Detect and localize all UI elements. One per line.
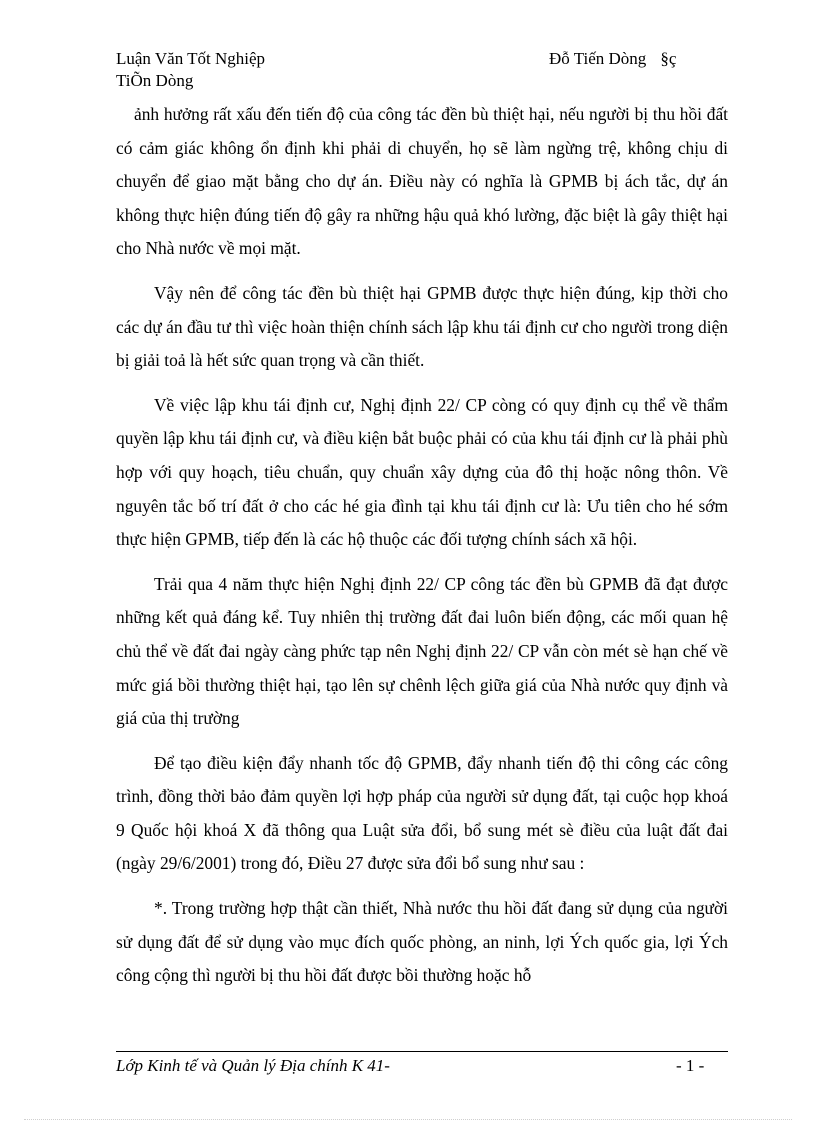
- body-paragraph: Về việc lập khu tái định cư, Nghị định 22/ CP còng có quy định cụ thể về thẩm quyền lập khu tái định cư, và điều kiện bắt buộc phải có của khu tái định cư là phải phù hợp với quy hoạch, tiêu chuẩn, quy chuẩn xây dựng của đô thị hoặc nông thôn. Về nguyên tắc bố trí đất ở cho các hé gia đình tại khu tái định cư là: Ưu tiên cho hé sớm thực hiện GPMB, tiếp đến là các hộ thuộc các đối tượng chính sách xã hội.: [116, 394, 728, 550]
- page-bottom-border: [24, 1119, 792, 1120]
- page-number: - 1 -: [676, 1056, 705, 1075]
- header-author: [549, 48, 676, 70]
- body-paragraph: *. Trong trường hợp thật cần thiết, Nhà nước thu hồi đất đang sử dụng của người sử dụng đất để sử dụng vào mục đích quốc phòng, an ninh, lợi Ých quốc gia, lợi Ých công cộng thì người bị thu hồi đất được bồi thường hoặc hỗ: [116, 898, 728, 986]
- header-author-continuation: TiÕn Dòng: [116, 71, 194, 90]
- footer-divider: [116, 1051, 728, 1052]
- body-paragraph: Vậy nên để công tác đền bù thiệt hại GPMB được thực hiện đúng, kịp thời cho các dự án đầu tư thì việc hoàn thiện chính sách lập khu tái định cư cho người trong diện bị giải toả là hết sức quan trọng và cần thiết.: [116, 282, 728, 371]
- body-paragraph: ảnh hưởng rất xấu đến tiến độ của công tác đền bù thiệt hại, nếu người bị thu hồi đất có cảm giác không ổn định khi phải di chuyển, họ sẽ làm ngừng trệ, không chịu di chuyển để giao mặt bằng cho dự án. Điều này có nghĩa là GPMB bị ách tắc, dự án không thực hiện đúng tiến độ gây ra những hậu quả khó lường, đặc biệt là gây thiệt hại cho Nhà nước về mọi mặt.: [116, 104, 728, 259]
- header-title: Luận Văn Tốt Nghiệp: [116, 49, 266, 68]
- document-body: [116, 98, 728, 993]
- body-paragraph: Trải qua 4 năm thực hiện Nghị định 22/ CP công tác đền bù GPMB đã đạt được những kết quả đáng kể. Tuy nhiên thị trường đất đai luôn biến động, các mối quan hệ chủ thể về đất đai ngày càng phức tạp nên Nghị định 22/ CP vẫn còn mét sè hạn chế về mức giá bồi thường thiệt hại, tạo lên sự chênh lệch giữa giá của Nhà nước quy định và giá của thị trường: [116, 573, 728, 729]
- body-paragraph: Để tạo điều kiện đẩy nhanh tốc độ GPMB, đẩy nhanh tiến độ thi công các công trình, đồng thời bảo đảm quyền lợi hợp pháp của người sử dụng đất, tại cuộc họp khoá 9 Quốc hội khoá X đã thông qua Luật sửa đổi, bổ sung mét sè điều của luật đất đai (ngày 29/6/2001) trong đó, Điều 27 được sửa đổi bổ sung như sau :: [116, 752, 728, 874]
- header-author-symbol: §ç: [660, 49, 677, 68]
- footer-class-label: Lớp Kinh tế và Quản lý Địa chính K 41-: [116, 1056, 390, 1075]
- header-author-name: Đỗ Tiến Dòng: [549, 49, 647, 68]
